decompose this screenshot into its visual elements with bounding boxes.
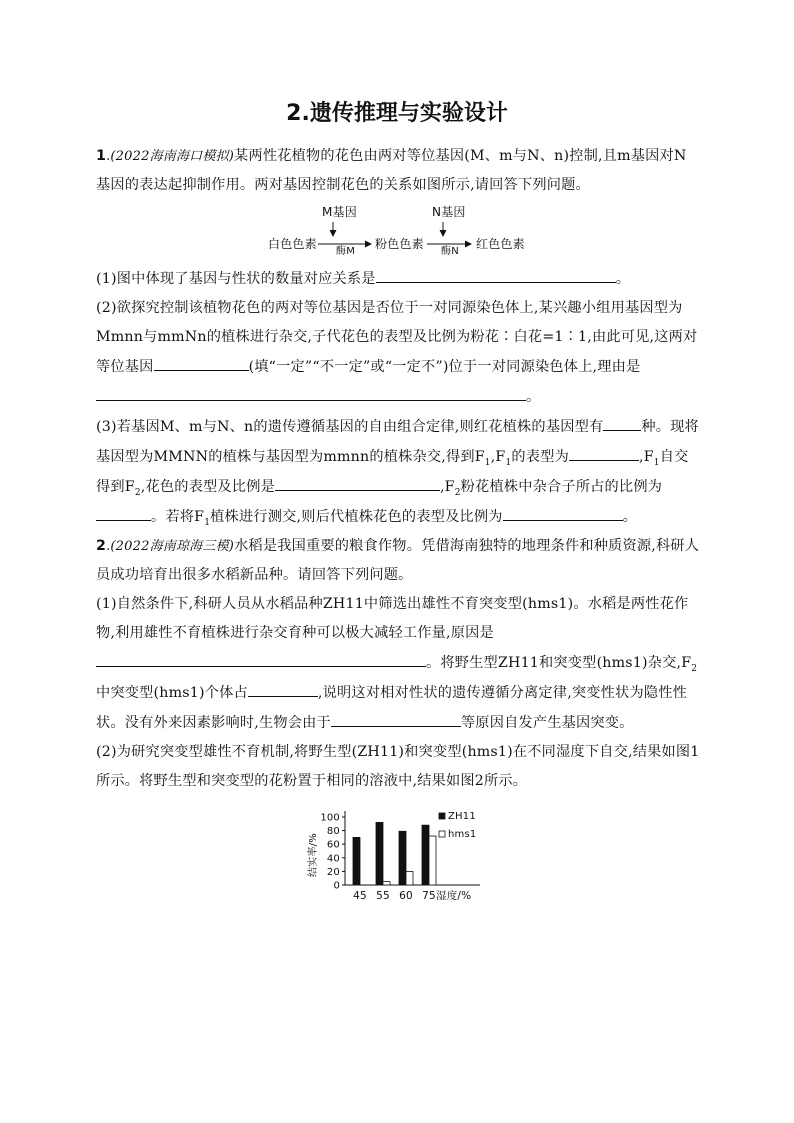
q1-intro [96,142,700,200]
q1-part1-blank[interactable] [376,264,616,283]
q1-part2-blank-2[interactable] [96,382,526,401]
bar-hms1 [429,836,436,885]
q1-part2-text-a: (2)欲探究控制该植物花色的两对等位基因是否位于一对同源染色体上,某兴趣小组用基因型为Mmnn与mmNn的植株进行杂交,子代花色的表型及比例为粉花∶白花=1∶1,由此可见,这两对等位基因 [96,300,698,375]
subscript: 1 [505,457,512,468]
bar-hms1 [383,882,390,885]
q2-part1-text-e: 等原因自发产生基因突变。 [460,715,634,731]
pink-pigment-label: 粉色色素 [375,237,424,251]
q2-source: .(2022海南琼海三模) [106,539,235,554]
q1-part3-text-j: 。若将F [151,509,205,525]
q2-number: 2 [96,538,107,554]
q2-intro-text: 水稻是我国重要的粮食作物。凭借海南独特的地理条件和种质资源,科研人员成功培育出很多水稻新品种。请回答下列问题。 [96,538,700,583]
subscript: 2 [134,487,141,498]
q1-part3-text-i: 粉花植株中杂合子所占的比例为 [460,479,663,495]
q1-part3-blank-4[interactable] [96,502,151,521]
q1-part1 [96,264,700,294]
q1-part2-blank-1[interactable] [154,352,249,371]
q1-source: .(2022海南海口模拟) [106,149,235,164]
gene-n-label: N基因 [432,205,466,219]
bar-hms1 [406,871,413,885]
q2-part1-text-a: (1)自然条件下,科研人员从水稻品种ZH11中筛选出雄性不育突变型(hms1)。水稻是两性花作物,利用雄性不育植株进行杂交育种可以极大减轻工作量,原因是 [96,596,689,641]
q1-part3 [96,412,700,532]
q1-intro-text: 某两性花植物的花色由两对等位基因(M、m与N、n)控制,且m基因对N基因的表达起抑制作用。两对基因控制花色的关系如图所示,请回答下列问题。 [96,148,687,193]
content [96,142,700,900]
y-axis-label: 结实率/% [308,833,319,877]
q1-part2-end: 。 [526,389,541,405]
y-tick-label: 80 [326,826,340,838]
q1-part3-text-f: 自交得到F [96,449,689,495]
q1-part3-text-b: 种。现将基因型为MMNN的植株与基因型为mmnn的植株杂交,得到F [96,419,699,465]
gene-pathway-diagram [96,202,700,264]
subscript: 2 [454,487,461,498]
x-tick-label: 45 [353,890,367,900]
q1-part3-blank-3[interactable] [275,472,440,491]
white-pigment-label: 白色色素 [268,237,317,251]
x-axis-label: 湿度/% [436,890,472,900]
gene-m-label: M基因 [322,205,357,219]
humidity-chart-svg [96,800,700,900]
q1-part3-text-h: ,F [439,479,455,495]
q2-part1-blank-2[interactable] [248,678,318,697]
bar-zh11 [353,837,360,885]
x-tick-label: 75 [422,890,436,900]
q1-part3-text-d: 的表型为 [511,449,569,465]
enzyme-m-label: 酶M [336,246,356,257]
x-tick-label: 55 [376,890,390,900]
humidity-chart [96,800,700,900]
q2-intro [96,532,700,590]
y-tick-label: 100 [320,812,340,824]
q1-part1-text: (1)图中体现了基因与性状的数量对应关系是 [96,271,376,287]
y-tick-label: 20 [326,866,340,878]
x-tick-label: 60 [399,890,413,900]
q1-part2 [96,294,700,412]
q1-part3-text-g: ,花色的表型及比例是 [140,479,275,495]
q2-part1-text-c: 中突变型(hms1)个体占 [96,685,248,701]
q1-part2-text-b: (填“一定”“不一定”或“一定不”)位于一对同源染色体上,理由是 [248,359,641,375]
bar-zh11 [399,831,406,885]
q2-part1-text-d: ,说明这对相对性状的遗传遵循分离定律,突变性状为隐性性状。没有外来因素影响时,生物会由于 [96,685,687,731]
red-pigment-label: 红色色素 [476,237,525,251]
legend-label-hms1: hms1 [448,829,477,840]
q2-part1-blank-3[interactable] [331,708,461,727]
q1-part3-text-k: 植株进行测交,则后代植株花色的表型及比例为 [210,509,503,525]
q1-part3-end: 。 [622,509,638,525]
q1-part1-end: 。 [615,271,631,287]
q1-part3-blank-2[interactable] [569,442,639,461]
page-title: 2.遗传推理与实验设计 [286,101,508,126]
q2-part1-text-b: 。将野生型ZH11和突变型(hms1)杂交,F [426,655,692,671]
y-tick-label: 0 [333,880,340,892]
q2-part1-blank-1[interactable] [96,648,426,667]
bar-zh11 [376,822,383,885]
subscript: 1 [204,517,211,528]
q1-part3-blank-1[interactable] [603,412,641,431]
q1-number: 1 [96,148,107,164]
enzyme-n-label: 酶N [441,246,459,257]
q2-part1 [96,590,700,738]
subscript: 2 [691,663,698,674]
legend-label-zh11: ZH11 [448,811,476,822]
legend-swatch-zh11 [439,813,445,819]
q1-part3-blank-5[interactable] [503,502,623,521]
q1-part3-text-a: (3)若基因M、m与N、n的遗传遵循基因的自由组合定律,则红花植株的基因型有 [96,419,604,435]
q2-part2: (2)为研究突变型雄性不育机制,将野生型(ZH11)和突变型(hms1)在不同湿度下自交,结果如图1所示。将野生型和突变型的花粉置于相同的溶液中,结果如图2所示。 [96,744,700,789]
subscript: 1 [653,457,660,468]
bar-zh11 [422,825,429,885]
y-tick-label: 40 [326,853,340,865]
q1-part3-text-e: ,F [638,449,654,465]
subscript: 1 [484,457,491,468]
legend-swatch-hms1 [439,831,445,837]
q1-part3-text-c: ,F [490,449,506,465]
y-tick-label: 60 [326,839,340,851]
